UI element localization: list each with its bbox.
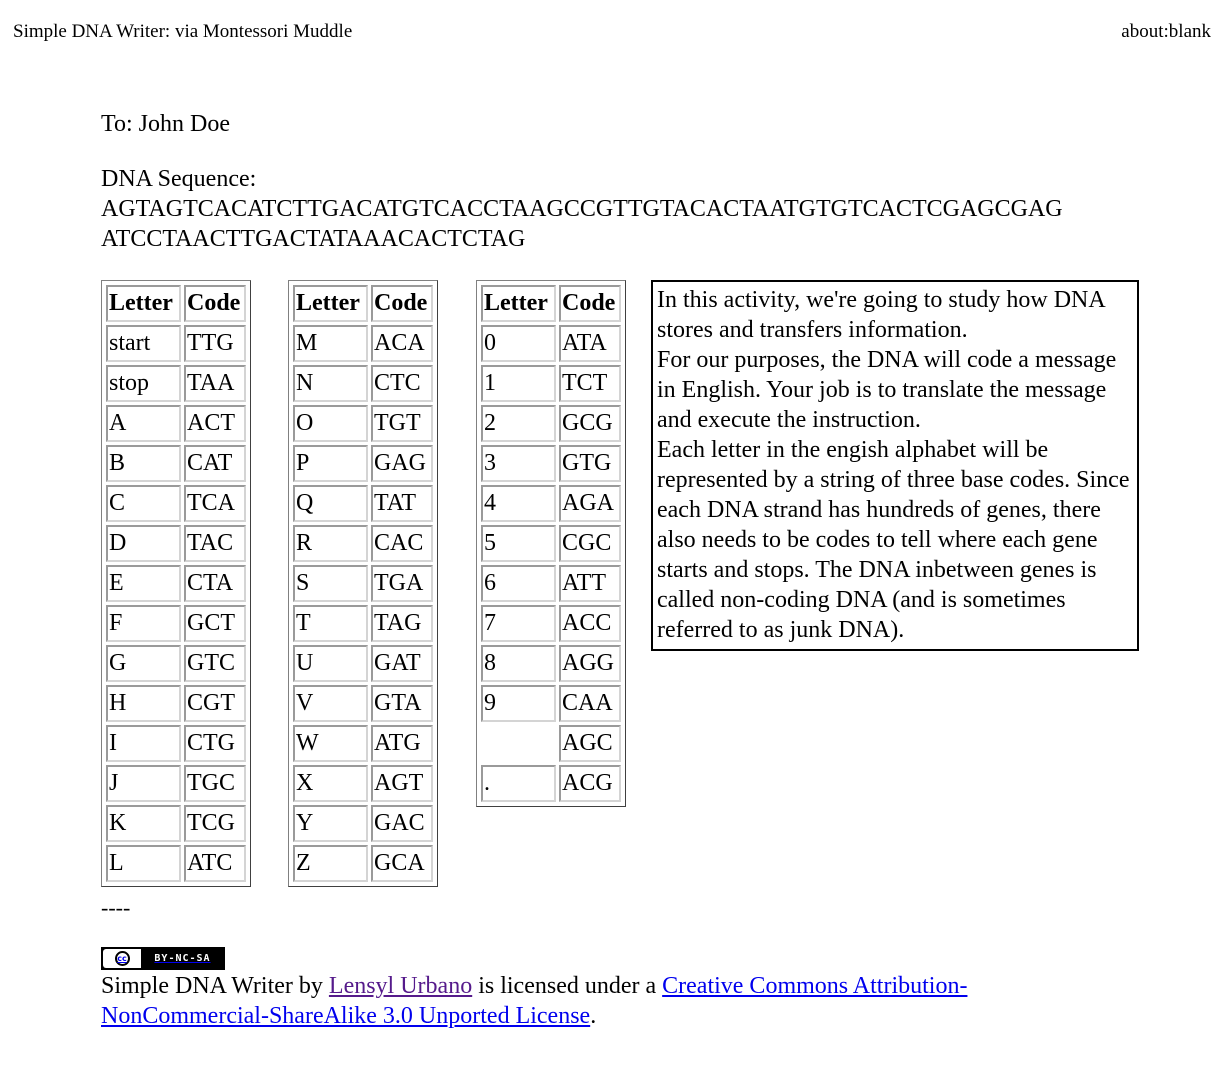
letter-cell: 5	[481, 525, 556, 562]
separator: ----	[101, 895, 131, 920]
table-row	[106, 485, 246, 522]
column-header-letter: Letter	[481, 285, 556, 322]
column-header-code: Code	[184, 285, 246, 322]
table-row	[293, 365, 433, 402]
table-header-row	[106, 285, 246, 322]
code-cell: CAC	[371, 525, 433, 562]
table-row	[293, 405, 433, 442]
code-cell: CTG	[184, 725, 246, 762]
code-cell: GTA	[371, 685, 433, 722]
letter-cell: O	[293, 405, 368, 442]
code-cell: CTC	[371, 365, 433, 402]
table-row	[293, 685, 433, 722]
letter-cell: P	[293, 445, 368, 482]
code-cell: AGT	[371, 765, 433, 802]
letter-cell: L	[106, 845, 181, 882]
letter-cell: D	[106, 525, 181, 562]
code-table-m-to-z	[288, 280, 438, 887]
table-row	[293, 805, 433, 842]
table-row	[293, 485, 433, 522]
table-row	[481, 525, 621, 562]
table-row	[106, 765, 246, 802]
letter-cell: stop	[106, 365, 181, 402]
code-cell: ATT	[559, 565, 621, 602]
letter-cell-space	[481, 725, 556, 762]
table-row	[106, 325, 246, 362]
table-row	[481, 365, 621, 402]
letter-cell: start	[106, 325, 181, 362]
letter-cell: 3	[481, 445, 556, 482]
table-row	[293, 565, 433, 602]
code-cell: ACG	[559, 765, 621, 802]
letter-cell: Q	[293, 485, 368, 522]
letter-cell: M	[293, 325, 368, 362]
code-cell: ATC	[184, 845, 246, 882]
code-cell: TGC	[184, 765, 246, 802]
code-cell: ACA	[371, 325, 433, 362]
code-cell: GTG	[559, 445, 621, 482]
cc-logo-icon: cc	[103, 949, 141, 968]
code-cell: ATA	[559, 325, 621, 362]
table-row	[293, 645, 433, 682]
table-row	[293, 845, 433, 882]
letter-cell: T	[293, 605, 368, 642]
code-cell: TCA	[184, 485, 246, 522]
letter-cell: 2	[481, 405, 556, 442]
table-row	[481, 645, 621, 682]
letter-cell: V	[293, 685, 368, 722]
letter-cell: H	[106, 685, 181, 722]
table-row	[106, 645, 246, 682]
table-row	[293, 605, 433, 642]
column-header-code: Code	[559, 285, 621, 322]
license-notice	[101, 971, 1041, 1031]
table-row	[106, 365, 246, 402]
table-row	[481, 485, 621, 522]
code-cell: TGT	[371, 405, 433, 442]
table-row	[481, 765, 621, 802]
table-row	[106, 685, 246, 722]
code-cell: TAG	[371, 605, 433, 642]
code-cell: CTA	[184, 565, 246, 602]
code-cell: GCA	[371, 845, 433, 882]
code-table-start-to-l	[101, 280, 251, 887]
dna-sequence	[101, 194, 1063, 254]
code-cell: GAC	[371, 805, 433, 842]
letter-cell: U	[293, 645, 368, 682]
table-row	[481, 685, 621, 722]
table-row	[106, 445, 246, 482]
recipient-line: To: John Doe	[101, 111, 230, 137]
table-row	[106, 405, 246, 442]
code-cell: ATG	[371, 725, 433, 762]
table-row	[106, 565, 246, 602]
letter-cell: A	[106, 405, 181, 442]
letter-cell: R	[293, 525, 368, 562]
letter-cell: S	[293, 565, 368, 602]
table-row	[293, 725, 433, 762]
dna-sequence-line-2: ATCCTAACTTGACTATAAACACTCTAG	[101, 226, 526, 252]
license-link[interactable]: Creative Commons Attribution-NonCommercial-ShareAlike 3.0 Unported License	[101, 973, 968, 1029]
letter-cell: B	[106, 445, 181, 482]
table-row	[481, 405, 621, 442]
table-header-row	[481, 285, 621, 322]
license-text-after: .	[590, 1003, 597, 1029]
code-cell: CGT	[184, 685, 246, 722]
code-cell: GAG	[371, 445, 433, 482]
letter-cell: K	[106, 805, 181, 842]
letter-cell: 9	[481, 685, 556, 722]
code-cell: CAA	[559, 685, 621, 722]
dna-sequence-line-1: AGTAGTCACATCTTGACATGTCACCTAAGCCGTTGTACACTAATGTGTCACTCGAGCGAG	[101, 196, 1063, 222]
code-cell: GAT	[371, 645, 433, 682]
page-title-header: Simple DNA Writer: via Montessori Muddle	[13, 21, 353, 42]
license-text-before: Simple DNA Writer by	[101, 973, 329, 999]
letter-cell: F	[106, 605, 181, 642]
code-cell: AGC	[559, 725, 621, 762]
table-row	[481, 605, 621, 642]
letter-cell: Y	[293, 805, 368, 842]
table-row	[481, 325, 621, 362]
letter-cell: N	[293, 365, 368, 402]
table-row	[481, 445, 621, 482]
code-cell: TAC	[184, 525, 246, 562]
table-row	[106, 605, 246, 642]
code-cell: AGG	[559, 645, 621, 682]
page-url-header: about:blank	[1121, 21, 1211, 42]
table-row	[481, 565, 621, 602]
table-row	[106, 845, 246, 882]
letter-cell: 1	[481, 365, 556, 402]
letter-cell: .	[481, 765, 556, 802]
code-cell: TAA	[184, 365, 246, 402]
code-cell: GTC	[184, 645, 246, 682]
code-cell: TAT	[371, 485, 433, 522]
instructions-paragraph: In this activity, we're going to study how DNA stores and transfers information.	[657, 287, 1105, 343]
letter-cell: 0	[481, 325, 556, 362]
letter-cell: J	[106, 765, 181, 802]
cc-badge-text: BY-NC-SA	[154, 953, 211, 964]
instructions-paragraph: Each letter in the engish alphabet will be represented by a string of three base codes. Since each DNA strand has hundreds of genes, there also needs to be codes to tell where each gene starts and stops. The DNA inbetween genes is called non-coding DNA (and is sometimes referred to as junk DNA).	[657, 437, 1130, 643]
code-cell: TCT	[559, 365, 621, 402]
license-text-middle: is licensed under a	[472, 973, 663, 999]
table-row	[293, 325, 433, 362]
table-row	[293, 525, 433, 562]
code-cell: ACC	[559, 605, 621, 642]
letter-cell: I	[106, 725, 181, 762]
letter-cell: 7	[481, 605, 556, 642]
table-row	[293, 445, 433, 482]
table-row	[481, 725, 621, 762]
column-header-code: Code	[371, 285, 433, 322]
code-cell: GCT	[184, 605, 246, 642]
code-cell: TTG	[184, 325, 246, 362]
dna-sequence-label: DNA Sequence:	[101, 166, 257, 192]
code-table-digits	[476, 280, 626, 807]
instructions-paragraph: For our purposes, the DNA will code a message in English. Your job is to translate the message and execute the instruction.	[657, 347, 1117, 433]
column-header-letter: Letter	[106, 285, 181, 322]
cc-license-badge[interactable]	[101, 947, 225, 970]
code-cell: CGC	[559, 525, 621, 562]
letter-cell: 4	[481, 485, 556, 522]
table-header-row	[293, 285, 433, 322]
letter-cell: 8	[481, 645, 556, 682]
author-link[interactable]: Lensyl Urbano	[328, 973, 473, 999]
letter-cell: X	[293, 765, 368, 802]
column-header-letter: Letter	[293, 285, 368, 322]
code-cell: CAT	[184, 445, 246, 482]
code-cell: ACT	[184, 405, 246, 442]
table-row	[106, 805, 246, 842]
letter-cell: 6	[481, 565, 556, 602]
letter-cell: W	[293, 725, 368, 762]
table-row	[106, 525, 246, 562]
code-cell: GCG	[559, 405, 621, 442]
code-cell: TCG	[184, 805, 246, 842]
table-row	[293, 765, 433, 802]
table-row	[106, 725, 246, 762]
letter-cell: E	[106, 565, 181, 602]
code-cell: AGA	[559, 485, 621, 522]
instructions-box	[651, 280, 1139, 651]
letter-cell: G	[106, 645, 181, 682]
letter-cell: Z	[293, 845, 368, 882]
code-cell: TGA	[371, 565, 433, 602]
letter-cell: C	[106, 485, 181, 522]
